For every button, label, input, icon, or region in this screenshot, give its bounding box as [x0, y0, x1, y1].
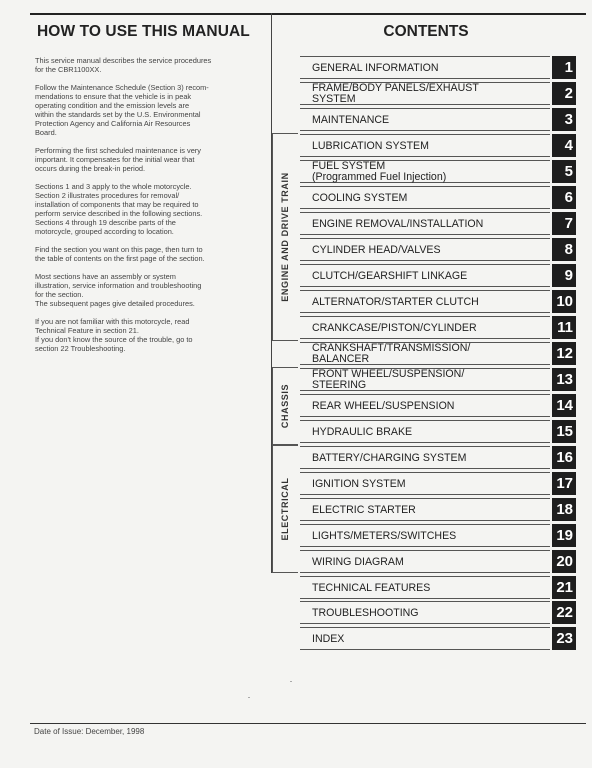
- toc-row-section-9[interactable]: [300, 264, 576, 288]
- section-number-tab: 23: [552, 627, 576, 650]
- toc-section-title: FRONT WHEEL/SUSPENSION/ STEERING: [312, 368, 465, 391]
- section-number-tab: 20: [552, 550, 576, 573]
- top-rule: [30, 13, 586, 15]
- intro-line: Protection Agency and California Air Resources: [35, 119, 191, 128]
- toc-row-section-8[interactable]: [300, 238, 576, 262]
- section-number-tab: 6: [552, 186, 576, 209]
- toc-row-section-12[interactable]: [300, 342, 576, 366]
- section-number-tab: 12: [552, 342, 576, 365]
- group-label-chassis: CHASSIS: [280, 383, 290, 429]
- toc-row-section-18[interactable]: [300, 498, 576, 522]
- toc-section-title: WIRING DIAGRAM: [312, 555, 404, 568]
- toc-section-title: MAINTENANCE: [312, 113, 390, 126]
- toc-section-title: LUBRICATION SYSTEM: [312, 139, 429, 152]
- toc-section-title: BATTERY/CHARGING SYSTEM: [312, 451, 467, 464]
- toc-section-title: ENGINE REMOVAL/INSTALLATION: [312, 217, 484, 230]
- intro-line: operating condition and the emission levels are: [35, 101, 190, 110]
- section-number-tab: 8: [552, 238, 576, 261]
- toc-row-section-15[interactable]: [300, 420, 576, 444]
- toc-section-title: ALTERNATOR/STARTER CLUTCH: [312, 295, 479, 308]
- intro-line: for the CBR1100XX.: [35, 65, 102, 74]
- section-number-tab: 3: [552, 108, 576, 131]
- toc-section-title: FUEL SYSTEM (Programmed Fuel Injection): [312, 160, 447, 183]
- toc-row-section-1[interactable]: [300, 56, 576, 80]
- toc-section-title: CLUTCH/GEARSHIFT LINKAGE: [312, 269, 468, 282]
- toc-row-section-11[interactable]: [300, 316, 576, 340]
- toc-section-title: INDEX: [312, 632, 345, 645]
- toc-section-title: LIGHTS/METERS/SWITCHES: [312, 529, 457, 542]
- intro-line: perform service described in the following sections.: [35, 209, 203, 218]
- intro-line: Find the section you want on this page, then turn to: [35, 245, 203, 254]
- section-number-tab: 13: [552, 368, 576, 391]
- intro-line: installation of components that may be required to: [35, 200, 199, 209]
- toc-row-section-23[interactable]: [300, 627, 576, 651]
- scan-speck: [248, 697, 250, 698]
- intro-line: Sections 1 and 3 apply to the whole motorcycle.: [35, 182, 192, 191]
- section-number-tab: 17: [552, 472, 576, 495]
- toc-section-title: TECHNICAL FEATURES: [312, 581, 431, 594]
- section-number-tab: 22: [552, 601, 576, 624]
- intro-line: Performing the first scheduled maintenance is very: [35, 146, 201, 155]
- intro-line: motorcycle, grouped according to location.: [35, 227, 174, 236]
- group-label-electrical: ELECTRICAL: [280, 477, 290, 541]
- section-number-tab: 10: [552, 290, 576, 313]
- intro-line: Board.: [35, 128, 57, 137]
- page-title-contents: CONTENTS: [383, 23, 469, 40]
- toc-row-section-22[interactable]: [300, 601, 576, 625]
- toc-section-title: REAR WHEEL/SUSPENSION: [312, 399, 455, 412]
- intro-line: mendations to ensure that the vehicle is in peak: [35, 92, 192, 101]
- toc-row-section-3[interactable]: [300, 108, 576, 132]
- intro-paragraph: [35, 182, 260, 236]
- intro-paragraph: [35, 146, 260, 173]
- toc-row-section-5[interactable]: [300, 160, 576, 184]
- intro-line: Most sections have an assembly or system: [35, 272, 176, 281]
- toc-row-section-2[interactable]: [300, 82, 576, 106]
- toc-section-title: ELECTRIC STARTER: [312, 503, 416, 516]
- section-number-tab: 14: [552, 394, 576, 417]
- toc-section-title: FRAME/BODY PANELS/EXHAUST SYSTEM: [312, 82, 479, 105]
- toc-section-title: CRANKSHAFT/TRANSMISSION/ BALANCER: [312, 342, 471, 365]
- section-number-tab: 15: [552, 420, 576, 443]
- toc-section-title: COOLING SYSTEM: [312, 191, 408, 204]
- intro-line: illustration, service information and troubleshooting: [35, 281, 202, 290]
- intro-line: This service manual describes the service procedures: [35, 56, 212, 65]
- section-number-tab: 19: [552, 524, 576, 547]
- scan-speck: [290, 681, 292, 682]
- section-number-tab: 11: [552, 316, 576, 339]
- section-number-tab: 5: [552, 160, 576, 183]
- section-number-tab: 18: [552, 498, 576, 521]
- intro-line: If you are not familiar with this motorcycle, read: [35, 317, 190, 326]
- toc-row-section-21[interactable]: [300, 576, 576, 600]
- intro-paragraph: [35, 245, 260, 263]
- intro-paragraph: [35, 317, 260, 353]
- toc-section-title: HYDRAULIC BRAKE: [312, 425, 413, 438]
- toc-row-section-16[interactable]: [300, 446, 576, 470]
- toc-row-section-4[interactable]: [300, 134, 576, 158]
- section-number-tab: 7: [552, 212, 576, 235]
- intro-line: for the section.: [35, 290, 84, 299]
- intro-line: If you don't know the source of the trouble, go to: [35, 335, 193, 344]
- toc-section-title: IGNITION SYSTEM: [312, 477, 406, 490]
- toc-row-section-6[interactable]: [300, 186, 576, 210]
- intro-line: within the standards set by the U.S. Environmental: [35, 110, 201, 119]
- intro-text: [35, 56, 260, 362]
- section-number-tab: 16: [552, 446, 576, 469]
- toc-row-section-19[interactable]: [300, 524, 576, 548]
- toc-row-section-20[interactable]: [300, 550, 576, 574]
- intro-line: important. It compensates for the initial wear that: [35, 155, 195, 164]
- group-label-engine: ENGINE AND DRIVE TRAIN: [280, 172, 290, 302]
- intro-line: Section 2 illustrates procedures for removal/: [35, 191, 180, 200]
- bottom-rule: [30, 723, 586, 724]
- toc-row-section-7[interactable]: [300, 212, 576, 236]
- toc-section-title: TROUBLESHOOTING: [312, 606, 419, 619]
- toc-row-section-10[interactable]: [300, 290, 576, 314]
- section-number-tab: 21: [552, 576, 576, 599]
- section-number-tab: 1: [552, 56, 576, 79]
- toc-row-section-17[interactable]: [300, 472, 576, 496]
- intro-line: Follow the Maintenance Schedule (Section 3) recom-: [35, 83, 209, 92]
- section-number-tab: 4: [552, 134, 576, 157]
- intro-paragraph: [35, 56, 260, 74]
- intro-line: Technical Feature in section 21.: [35, 326, 139, 335]
- section-number-tab: 2: [552, 82, 576, 105]
- toc-section-title: CRANKCASE/PISTON/CYLINDER: [312, 321, 477, 334]
- intro-line: the table of contents on the first page of the section.: [35, 254, 205, 263]
- intro-paragraph: [35, 83, 260, 137]
- section-number-tab: 9: [552, 264, 576, 287]
- intro-line: Sections 4 through 19 describe parts of the: [35, 218, 176, 227]
- page-title-how-to-use: HOW TO USE THIS MANUAL: [37, 23, 250, 40]
- toc-section-title: GENERAL INFORMATION: [312, 61, 439, 74]
- issue-date: Date of Issue: December, 1998: [34, 727, 145, 736]
- intro-paragraph: [35, 272, 260, 308]
- toc-row-section-14[interactable]: [300, 394, 576, 418]
- toc-section-title: CYLINDER HEAD/VALVES: [312, 243, 441, 256]
- intro-line: The subsequent pages give detailed procedures.: [35, 299, 195, 308]
- intro-line: section 22 Troubleshooting.: [35, 344, 126, 353]
- intro-line: occurs during the break-in period.: [35, 164, 146, 173]
- toc-row-section-13[interactable]: [300, 368, 576, 392]
